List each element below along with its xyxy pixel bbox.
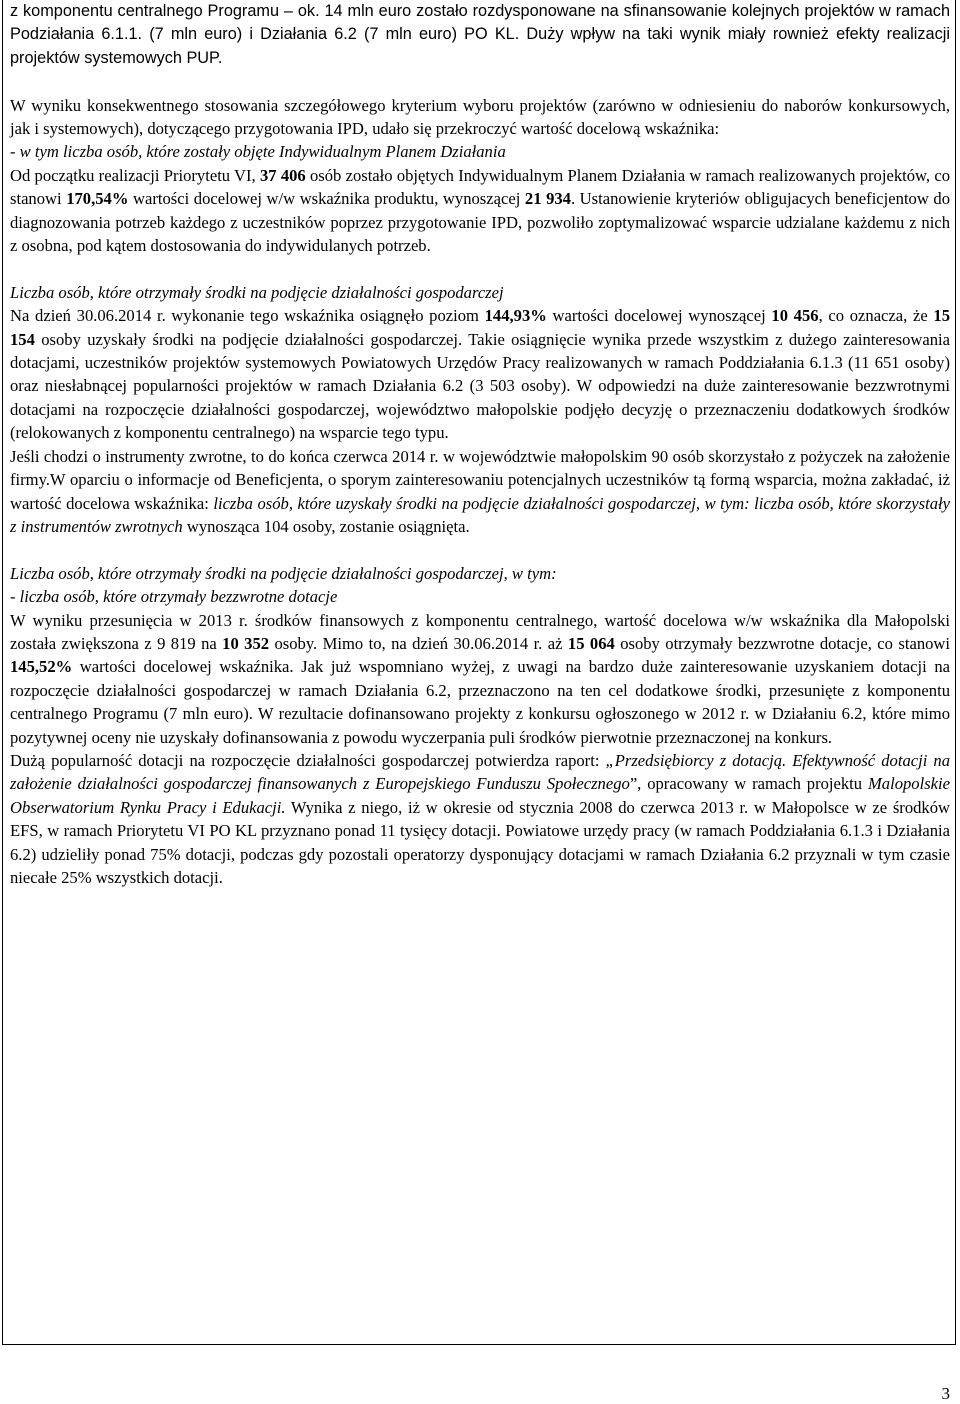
indicator-name: liczba osób, które uzyskały środki na podjęcie działalności gospodarczej, w tym: liczba osób, które skorzystały z instrumentów zwrotnych xyxy=(10,493,950,536)
bezzwrotne-heading-2-text: - liczba osób, które otrzymały bezzwrotne dotacje xyxy=(10,587,338,607)
page-number: 3 xyxy=(941,1384,950,1403)
text-run: Wynika z niego, iż w okresie od stycznia 2008 do czerwca 2013 r. w Małopolsce w ze środków EFS, w ramach Priorytetu VI PO KL przyznano ponad 11 tysięcy dotacji. Powiatowe urzędy pracy (w ramach Poddziałania 6.1.3 i Działania 6.2) udzieliły ponad 75% dotacji, podczas gdy pozostali operatorzy dysponujący dotacjami w ramach Działania 6.2 przyznali w tym czasie niecałe 25% wszystkich dotacji. xyxy=(10,797,951,887)
srodki-heading xyxy=(10,281,950,304)
text-run: , co oznacza, że xyxy=(818,306,934,326)
document-body xyxy=(10,0,950,889)
ipd-count: 37 406 xyxy=(259,165,306,185)
srodki-count: 15 154 xyxy=(10,306,950,349)
text-run: Od początku realizacji Priorytetu VI, xyxy=(10,165,260,185)
spacer xyxy=(10,257,950,280)
intro-paragraph: z komponentu centralnego Programu – ok. 14 mln euro zostało rozdysponowane na sfinansowanie kolejnych projektów w ramach Podziałania 6.1.1. (7 mln euro) i Działania 6.2 (7 mln euro) PO KL. Duży wpływ na taki wynik miały rownież efekty realizacji projektów systemowych PUP. xyxy=(10,2,950,67)
spacer xyxy=(10,538,950,561)
ipd-target: 21 934 xyxy=(524,189,571,209)
text-run: wartości docelowej wynoszącej xyxy=(546,306,772,326)
text-run: W wyniku przesunięcia w 2013 r. środków finansowych z komponentu centralnego, wartość docelowa w/w wskaźnika dla Małopolski została zwiększona z 9 819 na xyxy=(10,610,950,653)
text-run: osoby. Mimo to, na dzień 30.06.2014 r. aż xyxy=(269,633,568,653)
text-run: ”, opracowany w ramach projektu xyxy=(629,774,868,794)
ipd-heading xyxy=(10,140,950,163)
srodki-percent: 144,93% xyxy=(484,306,547,326)
text-run: wynosząca 104 osoby, zostanie osiągnięta. xyxy=(182,516,470,536)
ipd-paragraph-1: W wyniku konsekwentnego stosowania szczegółowego kryterium wyboru projektów (zarówno w odniesieniu do naborów konkursowych, jak i systemowych), dotyczącego przygotowania IPD, udało się przekroczyć wartość docelową wskaźnika: xyxy=(10,95,950,139)
srodki-heading-text: Liczba osób, które otrzymały środki na podjęcie działalności gospodarczej xyxy=(10,282,504,302)
ipd-heading-text: - w tym liczba osób, które zostały objęte Indywidualnym Planem Działania xyxy=(10,142,506,162)
bezzwrotne-count: 15 064 xyxy=(567,633,615,653)
srodki-paragraph-2 xyxy=(10,445,950,539)
text-run: . Ustanowienie kryteriów obligujacych beneficjentow do diagnozowania potrzeb każdego z uczestników poprzez przygotowanie IPD, pozwoliło zoptymalizować wsparcie udzialane każdemu z nich z osobna, pod kątem dostosowania do indywidulanych potrzeb. xyxy=(10,189,950,256)
bezzwrotne-heading-2 xyxy=(10,585,950,608)
report-title: „Przedsiębiorcy z dotacją. Efektywność dotacji na założenie działalności gospodarczej finansowanych z Europejskiego Funduszu Społecznego xyxy=(10,750,950,794)
text-run: osoby uzyskały środki na podjęcie działalności gospodarczej. Takie osiągnięcie wynika przede wszystkim z dużego zainteresowania dotacjami, uczestników projektów systemowych Powiatowych Urzędów Pracy realizowanych w ramach Poddziałania 6.1.3 (11 651 osoby) oraz niesłabnącej popularności projektów w ramach Działania 6.2 (3 503 osoby). W odpowiedzi na duże zainteresowanie bezzwrotnymi dotacjami na rozpoczęcie działalności gospodarczej, województwo małopolskie podjęło decyzję o przeznaczeniu dodatkowych środków (relokowanych z komponentu centralnego) na wsparcie tego typu. xyxy=(10,329,950,443)
ipd-percent: 170,54% xyxy=(66,189,129,209)
text-run: osób zostało objętych Indywidualnym Planem Działania w ramach realizowanych projektów, co stanowi xyxy=(10,165,950,209)
spacer xyxy=(10,70,950,93)
srodki-paragraph-1 xyxy=(10,304,950,444)
text-run: Jeśli chodzi o instrumenty zwrotne, to do końca czerwca 2014 r. w województwie małopolskim 90 osób skorzystało z pożyczek na założenie firmy.W oparciu o informacje od Beneficjenta, o sporym zainteresowaniu potencjalnych uczestników tą formą wsparcia, można zakładać, iż wartość docelowa wskaźnika: xyxy=(10,446,950,513)
bezzwrotne-heading-1-text: Liczba osób, które otrzymały środki na podjęcie działalności gospodarczej, w tym: xyxy=(10,563,557,583)
text-run: wartości docelowej wskaźnika. Jak już wspomniano wyżej, z uwagi na bardzo duże zainteresowanie uzyskaniem dotacji na rozpoczęcie działalności gospodarczej w ramach Działania 6.2, przeznaczono na ten cel dodatkowe środki, przesunięte z komponentu centralnego Programu (7 mln euro). W rezultacie dofinansowano projekty z konkursu ogłoszonego w 2012 r. w Działaniu 6.2, które mimo pozytywnej oceny nie uzyskały dofinansowania z powodu wyczerpania puli środków pierwotnie przeznaczonej na konkurs. xyxy=(10,657,950,747)
text-run: osoby otrzymały bezzwrotne dotacje, co stanowi xyxy=(614,633,951,653)
bezzwrotne-paragraph-1 xyxy=(10,609,950,749)
text-run: Dużą popularność dotacji na rozpoczęcie działalności gospodarczej potwierdza raport: xyxy=(10,750,606,770)
project-name: Malopolskie Obserwatorium Rynku Pracy i Edukacji. xyxy=(10,774,951,817)
text-run: wartości docelowej w/w wskaźnika produktu, wynoszącej xyxy=(128,189,525,209)
bezzwrotne-percent: 145,52% xyxy=(10,657,73,677)
bezzwrotne-target: 10 352 xyxy=(222,633,270,653)
bezzwrotne-paragraph-2 xyxy=(10,749,950,889)
ipd-paragraph-2 xyxy=(10,164,950,258)
srodki-target: 10 456 xyxy=(771,306,819,326)
bezzwrotne-heading-1 xyxy=(10,562,950,585)
text-run: Na dzień 30.06.2014 r. wykonanie tego wskaźnika osiągnęło poziom xyxy=(10,306,485,326)
